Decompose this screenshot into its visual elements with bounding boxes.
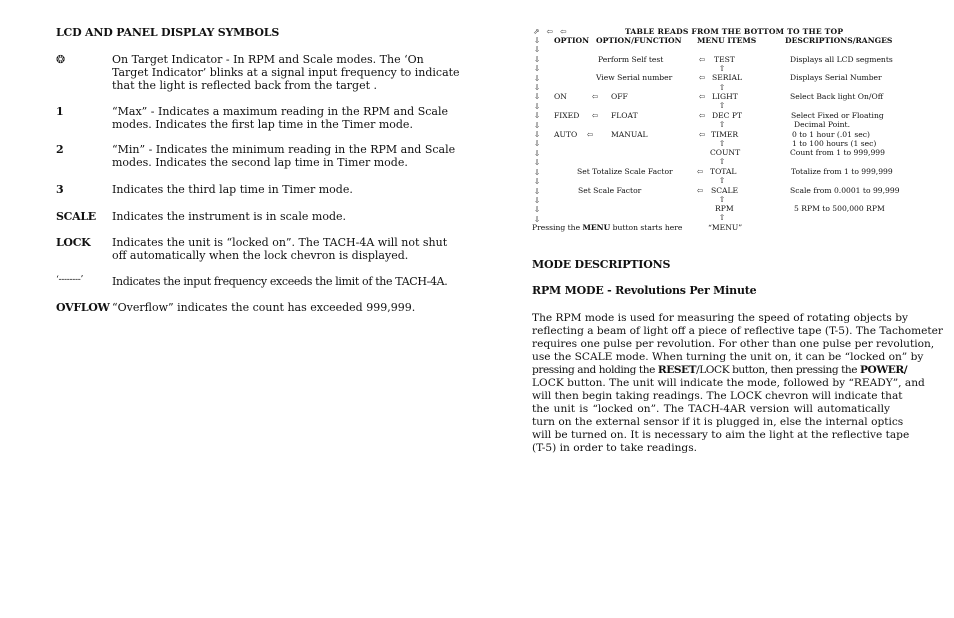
up-arrow-icon: ⇧	[719, 139, 726, 148]
row-test-item: TEST	[714, 55, 735, 64]
left-arrow-icon: ⇦	[699, 73, 706, 82]
row-light-desc: Select Back light On/Off	[790, 92, 884, 101]
row-dec-desc2: Decimal Point.	[794, 120, 850, 129]
left-arrow-icon: ⇦	[699, 130, 706, 139]
row-dec-function: FLOAT	[611, 111, 638, 120]
row-serial-desc: Displays Serial Number	[790, 73, 882, 82]
table-footer-menu-item: “MENU”	[708, 223, 743, 232]
symbol-term-dashes: ‘--------’	[56, 275, 84, 285]
row-rpm-desc: 5 RPM to 500,000 RPM	[794, 204, 885, 213]
symbol-definition-dashes: Indicates the input frequency exceeds the limit of the TACH-4A.	[112, 275, 448, 288]
up-arrow-icon: ⇧	[719, 195, 726, 204]
symbol-definition-scale: Indicates the instrument is in scale mode.	[112, 210, 346, 223]
up-arrow-icon: ⇧	[719, 176, 726, 185]
left-arrow-icon: ⇦	[697, 167, 704, 176]
row-count-desc: Count from 1 to 999,999	[790, 148, 885, 157]
row-timer-function: MANUAL	[611, 130, 648, 139]
row-timer-desc2: 1 to 100 hours (1 sec)	[792, 139, 877, 148]
symbol-term-scale: SCALE	[56, 210, 96, 223]
symbol-definition-ovflow: “Overflow” indicates the count has exceeded 999,999.	[112, 301, 416, 314]
table-header-option: OPTION	[554, 36, 590, 45]
row-dec-option: FIXED	[554, 111, 580, 120]
symbol-term-ovflow: OVFLOW	[56, 301, 110, 314]
up-arrow-icon: ⇧	[719, 101, 726, 110]
symbol-term-lock: LOCK	[56, 236, 91, 249]
row-light-option: ON	[554, 92, 567, 101]
table-header-menu-items: MENU ITEMS	[697, 36, 757, 45]
symbol-term-2: 2	[56, 143, 64, 156]
table-header-function: OPTION/FUNCTION	[596, 36, 682, 45]
row-total-function: Set Totalize Scale Factor	[577, 167, 673, 176]
rpm-mode-paragraph: The RPM mode is used for measuring the speed of rotating objects by reflecting a beam of light off a piece of reflective tape (T-5). The Tachometer requires one pulse per revolution. For other than one pulse per revolution, use the SCALE mode. When turning the unit on, it can be “locked on” by pressing and holding the RESET/LOCK button, then pressing the POWER/ LOCK button. The unit will indicate the mode, followed by “READY”, and will then begin taking readings. The LOCK chevron will indicate that the unit is “locked on”. The TACH-4AR version will automatically turn on the external sensor if it is plugged in, else the internal optics will be turned on. It is necessary to aim the light at the reflective tape (T-5) in order to take readings.	[532, 312, 943, 454]
mode-descriptions-heading: MODE DESCRIPTIONS	[532, 258, 671, 271]
on-target-icon: ❂	[56, 53, 65, 66]
left-arrow-icon: ⇦	[592, 111, 599, 120]
down-arrow-column-icon: ⇩ ⇩ ⇩ ⇩ ⇩ ⇩ ⇩ ⇩ ⇩ ⇩ ⇩ ⇩ ⇩ ⇩ ⇩ ⇩ ⇩ ⇩ ⇩ ⇩	[534, 36, 541, 224]
left-arrow-icon: ⇦	[699, 55, 706, 64]
row-rpm-item: RPM	[715, 204, 734, 213]
up-arrow-icon: ⇧	[719, 157, 726, 166]
row-serial-item: SERIAL	[712, 73, 742, 82]
row-light-item: LIGHT	[712, 92, 738, 101]
up-arrow-icon: ⇧	[719, 64, 726, 73]
table-header-descriptions: DESCRIPTIONS/RANGES	[785, 36, 893, 45]
rpm-mode-heading: RPM MODE - Revolutions Per Minute	[532, 284, 757, 297]
left-arrow-icon: ⇦	[699, 111, 706, 120]
symbol-definition-1: “Max” - Indicates a maximum reading in the RPM and Scale modes. Indicates the first lap time in the Timer mode.	[112, 105, 448, 131]
symbol-definition-3: Indicates the third lap time in Timer mode.	[112, 183, 353, 196]
symbol-term-3: 3	[56, 183, 64, 196]
row-total-item: TOTAL	[710, 167, 737, 176]
symbol-definition-lock: Indicates the unit is “locked on”. The TACH-4A will not shut off automatically when the lock chevron is displayed.	[112, 236, 448, 262]
row-timer-option: AUTO	[554, 130, 578, 139]
up-arrow-icon: ⇧	[719, 120, 726, 129]
up-arrow-icon: ⇧	[719, 213, 726, 222]
left-arrow-icon: ⇦	[592, 92, 599, 101]
row-serial-function: View Serial number	[596, 73, 673, 82]
row-scale-item: SCALE	[711, 186, 739, 195]
row-dec-desc: Select Fixed or Floating	[791, 111, 884, 120]
left-arrow-icon: ⇦	[587, 130, 594, 139]
row-light-function: OFF	[611, 92, 628, 101]
row-scale-desc: Scale from 0.0001 to 99,999	[790, 186, 900, 195]
row-dec-item: DEC PT	[712, 111, 743, 120]
symbol-definition-2: “Min” - Indicates the minimum reading in the RPM and Scale modes. Indicates the second lap time in Timer mode.	[112, 143, 456, 169]
row-total-desc: Totalize from 1 to 999,999	[791, 167, 893, 176]
up-arrow-icon: ⇧	[719, 83, 726, 92]
symbol-term-1: 1	[56, 105, 64, 118]
row-test-function: Perform Self test	[598, 55, 664, 64]
row-timer-item: TIMER	[711, 130, 739, 139]
row-count-item: COUNT	[710, 148, 741, 157]
arrow-icon: ⇗ ⇦ ⇦	[533, 27, 567, 36]
left-arrow-icon: ⇦	[699, 92, 706, 101]
table-title: TABLE READS FROM THE BOTTOM TO THE TOP	[625, 27, 844, 36]
row-timer-desc: 0 to 1 hour (.01 sec)	[792, 130, 870, 139]
on-target-definition: On Target Indicator - In RPM and Scale modes. The ‘On Target Indicator’ blinks at a signal input frequency to indicate that the light is reflected back from the target .	[112, 53, 460, 92]
table-footer: Pressing the MENU button starts here	[532, 223, 683, 232]
row-scale-function: Set Scale Factor	[578, 186, 642, 195]
row-test-desc: Displays all LCD segments	[790, 55, 893, 64]
symbols-heading: LCD AND PANEL DISPLAY SYMBOLS	[56, 26, 280, 39]
left-arrow-icon: ⇦	[697, 186, 704, 195]
